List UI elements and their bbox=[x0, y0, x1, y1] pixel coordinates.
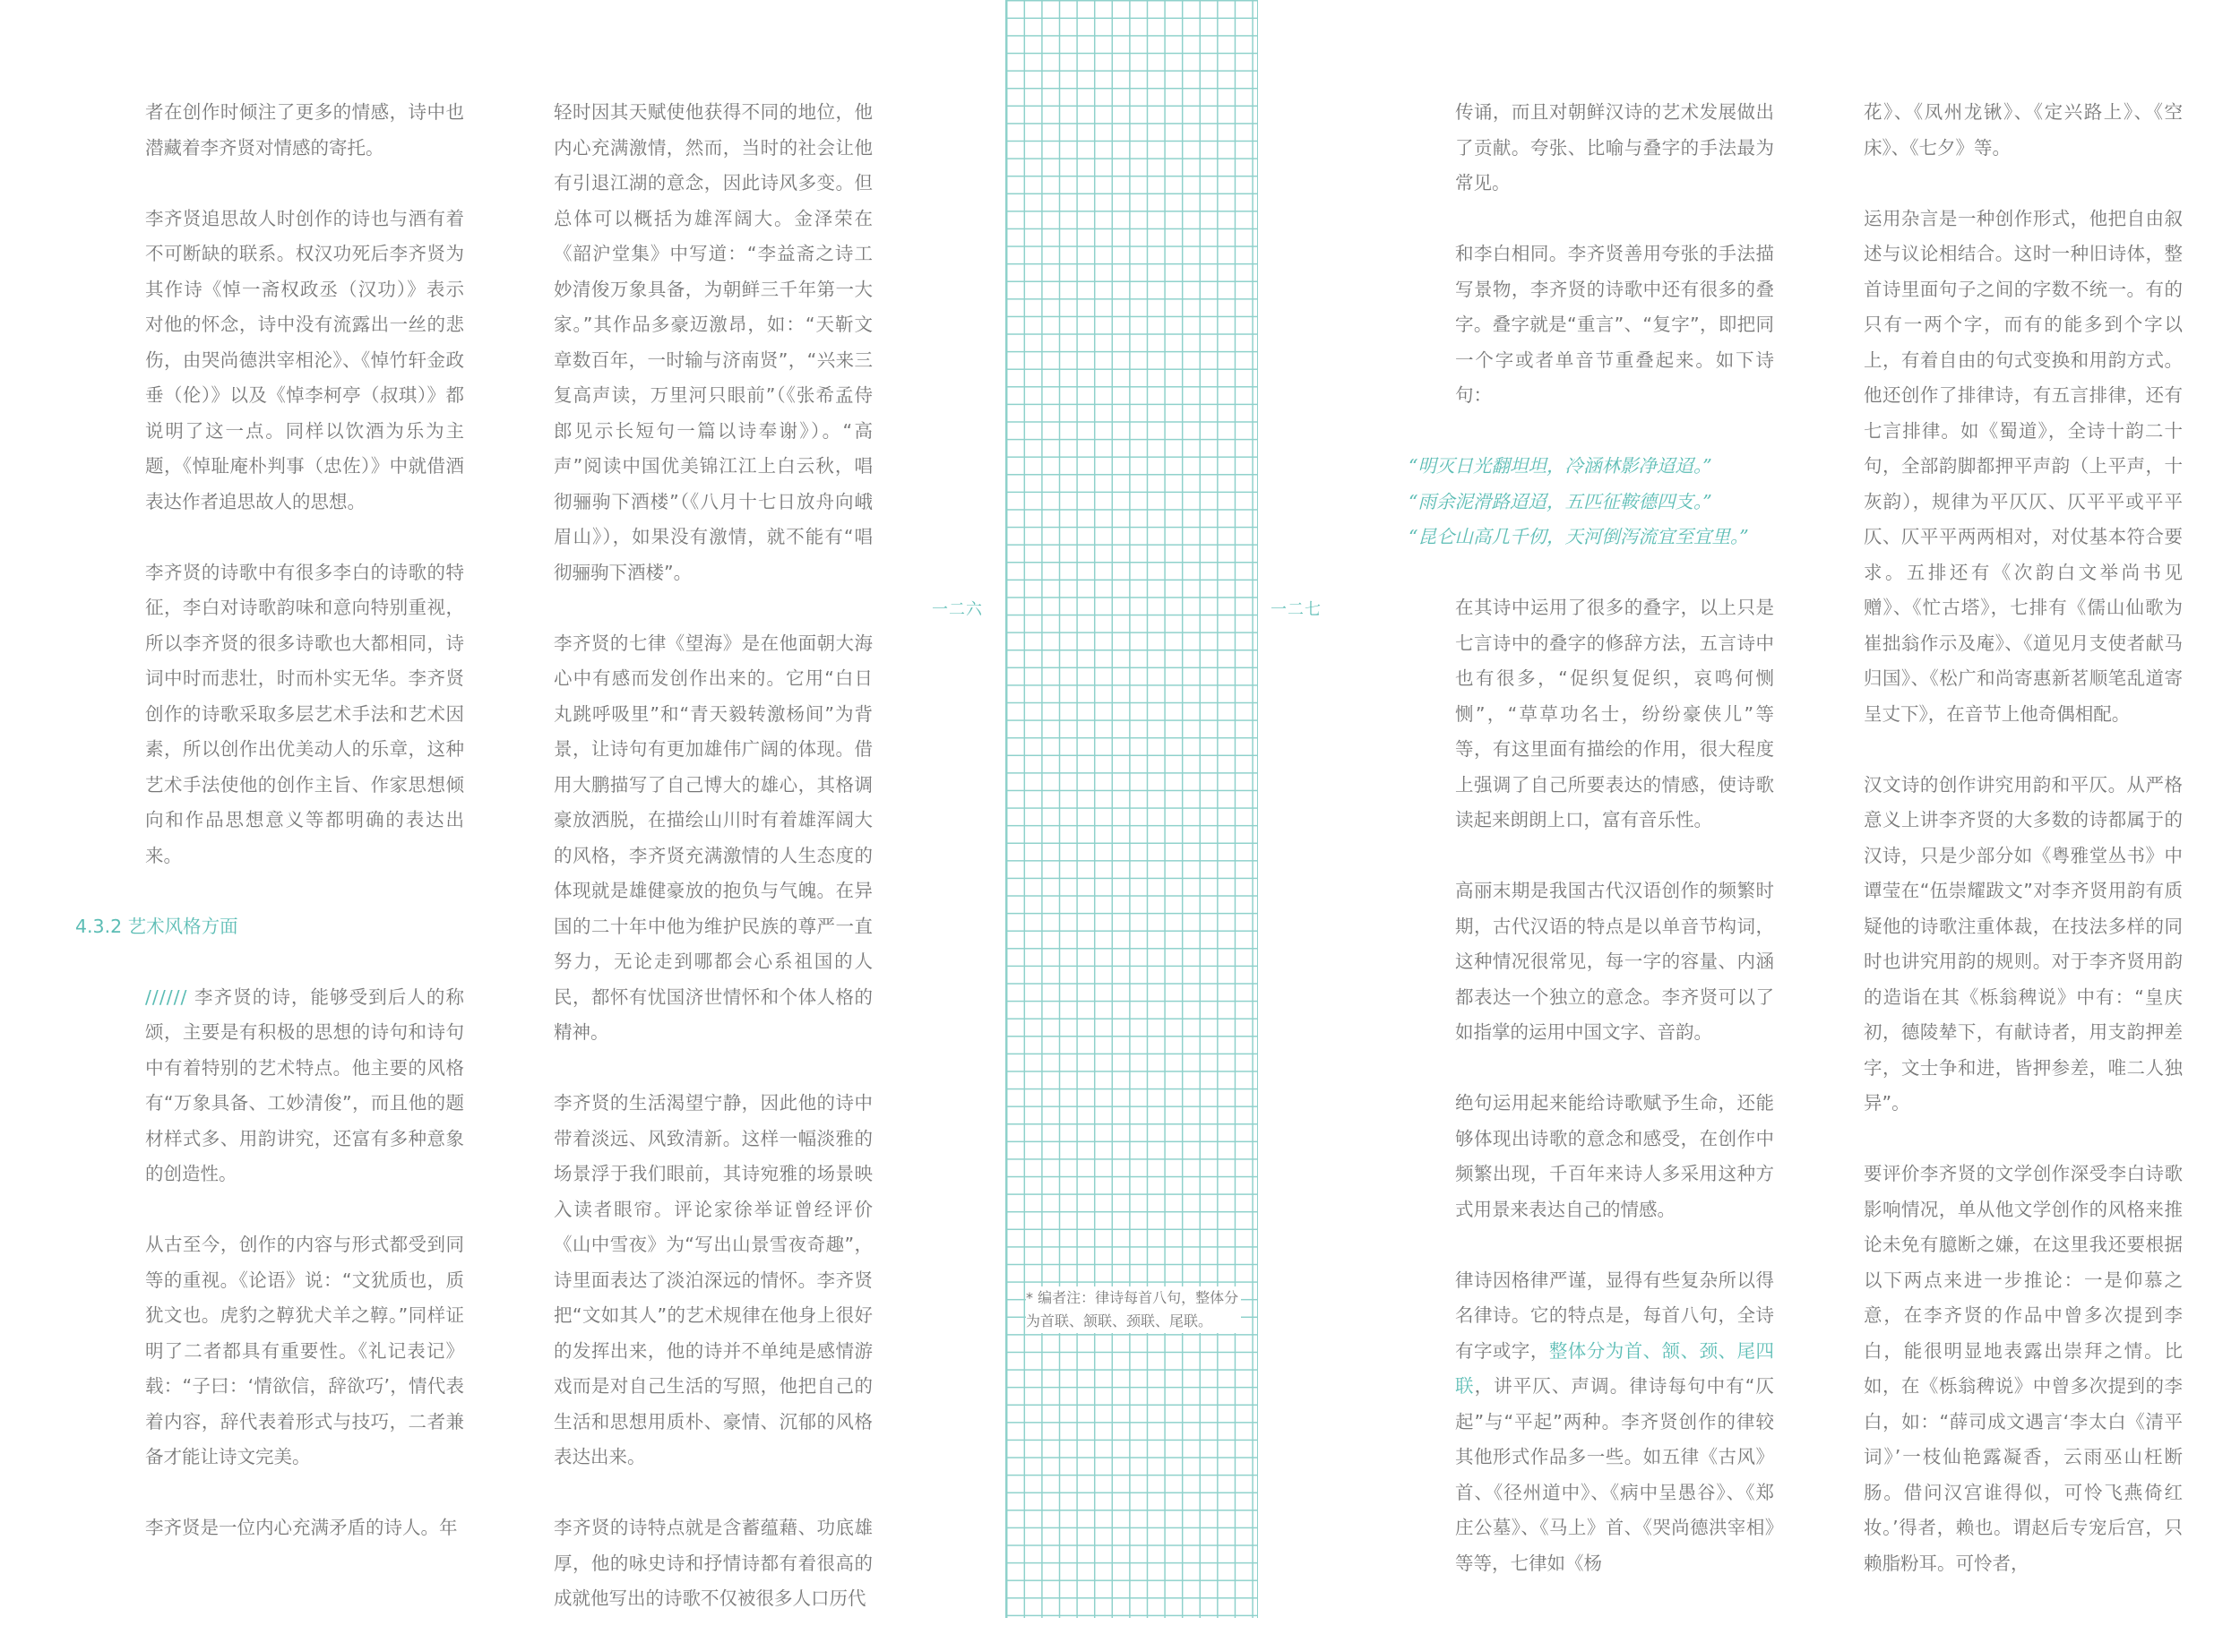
paragraph-text: 李齐贤的诗，能够受到后人的称颂，主要是有积极的思想的诗句和诗句中有着特别的艺术特点。他主要的风格有“万象具备、工妙清俊”，而且他的题材样式多、用韵讲究，还富有多种意象的创造性。 bbox=[145, 985, 464, 1184]
paragraph: 汉文诗的创作讲究用韵和平仄。从严格意义上讲李齐贤的大多数的诗都属于的汉诗，只是少部分如《粤雅堂丛书》中谭莹在“伍崇耀跋文”对李齐贤用韵有质疑他的诗歌注重体裁，在技法多样的同时也讲究用韵的规则。对于李齐贤用韵的造诣在其《栎翁稗说》中有：“皇庆初，德陵辇下，有献诗者，用支韵押差字，文士争和进，皆押参差，唯二人独异”。 bbox=[1864, 773, 2183, 1114]
poem-quotes bbox=[1409, 449, 1774, 555]
paragraph: 从古至今，创作的内容与形式都受到同等的重视。《论语》说：“文犹质也，质犹文也。虎豹之鞟犹犬羊之鞟。”同样证明了二者都具有重要性。《礼记表记》载：“子曰：‘情欲信，辞欲巧’，情代表着内容，辞代表着形式与技巧，二者兼备才能让诗文完美。 bbox=[145, 1234, 464, 1467]
section-heading: 4.3.2 艺术风格方面 bbox=[75, 915, 238, 937]
paragraph bbox=[145, 980, 464, 1192]
paragraph: 高丽末期是我国古代汉语创作的频繁时期，古代汉语的特点是以单音节构词，这种情况很常见，每一字的容量、内涵都表达一个独立的意念。李齐贤可以了如指掌的运用中国文字、音韵。 bbox=[1455, 880, 1774, 1043]
highlighted-text: 整体分为首、颔、颈、尾四联 bbox=[1455, 1339, 1774, 1397]
paragraph: 花》、《凤州龙锹》、《定兴路上》、《空床》、《七夕》等。 bbox=[1864, 101, 2183, 159]
right-page-column-2 bbox=[1864, 95, 2183, 1617]
paragraph: 者在创作时倾注了更多的情感，诗中也潜藏着李齐贤对情感的寄托。 bbox=[145, 101, 464, 159]
paragraph: 李齐贤的生活渴望宁静，因此他的诗中带着淡远、风致清新。这样一幅淡雅的场景浮于我们眼前，其诗宛雅的场景映入读者眼帘。评论家徐举证曾经评价《山中雪夜》为“写出山景雪夜奇趣”，诗里面表达了淡泊深远的情怀。李齐贤把“文如其人”的艺术规律在他身上很好的发挥出来，他的诗并不单纯是感情游戏而是对自己生活的写照，他把自己的生活和思想用质朴、豪情、沉郁的风格表达出来。 bbox=[554, 1092, 873, 1467]
paragraph: 轻时因其天赋使他获得不同的地位，他内心充满激情，然而，当时的社会让他有引退江湖的意念，因此诗风多变。但总体可以概括为雄浑阔大。金泽荣在《韶沪堂集》中写道：“李益斋之诗工妙清俊万象具备，为朝鲜三千年第一大家。”其作品多豪迈激昂，如：“天靳文章数百年，一时输与济南贤”，“兴来三复高声读，万里河只眼前”（《张希孟侍郎见示长短句一篇以诗奉谢》）。“高声”阅读中国优美锦江江上白云秋，唱彻骊驹下酒楼”（《八月十七日放舟向峨眉山》），如果没有激情，就不能有“唱彻骊驹下酒楼”。 bbox=[554, 101, 873, 583]
paragraph-text: 律诗因格律严谨，显得有些复杂所以得名律诗。它的特点是，每首八句，全诗有字或字， bbox=[1455, 1269, 1774, 1362]
paragraph: 运用杂言是一种创作形式，他把自由叙述与议论相结合。这时一种旧诗体，整首诗里面句子之间的字数不统一。有的只有一两个字，而有的能多到个字以上，有着自由的句式变换和用韵方式。他还创作了排律诗，有五言排律，还有七言排律。如《蜀道》，全诗十韵二十句，全部韵脚都押平声韵（上平声，十灰韵），规律为平仄仄、仄平平或平平仄、仄平平两两相对，对仗基本符合要求。五排还有《次韵白文举尚书见赠》、《忙古塔》，七排有《儒山仙歌为崔拙翁作示及庵》、《道见月支使者献马归国》、《松广和尚寄惠新茗顺笔乱道寄呈丈下》，在音节上他奇偶相配。 bbox=[1864, 207, 2183, 725]
paragraph: 绝句运用起来能给诗歌赋予生命，还能够体现出诗歌的意念和感受，在创作中频繁出现，千百年来诗人多采用这种方式用景来表达自己的情感。 bbox=[1455, 1092, 1774, 1220]
slash-decoration: ////// bbox=[145, 985, 188, 1008]
grid-paper-strip bbox=[1005, 0, 1258, 1618]
poem-quote-line: “明灭日光翻坦坦，冷涵林影净迢迢。” bbox=[1409, 455, 1712, 477]
paragraph: 传诵，而且对朝鲜汉诗的艺术发展做出了贡献。夸张、比喻与叠字的手法最为常见。 bbox=[1455, 101, 1774, 194]
paragraph: 在其诗中运用了很多的叠字，以上只是七言诗中的叠字的修辞方法，五言诗中也有很多，“促织复促织，哀鸣何恻恻”，“草草功名士，纷纷豪侠儿”等等，有这里面有描绘的作用，很大程度上强调了自己所要表达的情感，使诗歌读起来朗朗上口，富有音乐性。 bbox=[1455, 597, 1774, 830]
right-page-column-1 bbox=[1409, 95, 1775, 1617]
paragraph: 李齐贤的诗特点就是含蓄蕴藉、功底雄厚，他的咏史诗和抒情诗都有着很高的成就他写出的诗歌不仅被很多人口历代 bbox=[554, 1517, 873, 1609]
left-page-column-2 bbox=[554, 95, 873, 1652]
paragraph: 和李白相同。李齐贤善用夸张的手法描写景物，李齐贤的诗歌中还有很多的叠字。叠字就是“重言”、“复字”，即把同一个字或者单音节重叠起来。如下诗句： bbox=[1455, 243, 1774, 406]
left-page-column-1 bbox=[75, 95, 464, 1581]
paragraph bbox=[1455, 1263, 1774, 1582]
paragraph: 李齐贤是一位内心充满矛盾的诗人。年 bbox=[145, 1517, 458, 1538]
page-number-left: 一二六 bbox=[932, 600, 983, 619]
poem-quote-line: “昆仑山高几千仞，天河倒泻流宜至宜里。” bbox=[1409, 526, 1749, 547]
poem-quote-line: “雨余泥滑路迢迢，五匹征鞍德四支。” bbox=[1409, 490, 1712, 512]
paragraph: 要评价李齐贤的文学创作深受李白诗歌影响情况，单从他文学创作的风格来推论未免有臆断之嫌，在这里我还要根据以下两点来进一步推论：一是仰慕之意，在李齐贤的作品中曾多次提到李白，能很明显地表露出崇拜之情。比如，在《栎翁稗说》中曾多次提到的李白，如：“薛司成文遇言‘李太白《清平词》’一枝仙艳露凝香，云雨巫山枉断肠。借问汉宫谁得似，可怜飞燕倚红妆。’得者，赖也。谓赵后专宠后宫，只赖脂粉耳。可怜者， bbox=[1864, 1163, 2183, 1574]
paragraph: 李齐贤追思故人时创作的诗也与酒有着不可断缺的联系。权汉功死后李齐贤为其作诗《悼一斋权政丞（汉功）》表示对他的怀念，诗中没有流露出一丝的悲伤，由哭尚德洪宰相沦》、《悼竹轩金政垂（伦）》以及《悼李柯亭（叔琪）》都说明了这一点。同样以饮酒为乐为主题，《悼耻庵朴判事（忠佐）》中就借酒表达作者追思故人的思想。 bbox=[145, 207, 464, 512]
paragraph: 李齐贤的七律《望海》是在他面朝大海心中有感而发创作出来的。它用“白日丸跳呼吸里”和“青天毅转激杨间”为背景，让诗句有更加雄伟广阔的体现。借用大鹏描写了自己博大的雄心，其格调豪放洒脱，在描绘山川时有着雄浑阔大的风格，李齐贤充满激情的人生态度的体现就是雄健豪放的抱负与气魄。在异国的二十年中他为维护民族的尊严一直努力，无论走到哪都会心系祖国的人民，都怀有忧国济世情怀和个体人格的精神。 bbox=[554, 632, 873, 1043]
paragraph-text: ，讲平仄、声调。律诗每句中有“仄起”与“平起”两种。李齐贤创作的律较其他形式作品多一些。如五律《古风》首、《径州道中》、《病中呈愚谷》、《郑庄公墓》、《马上》首、《哭尚德洪宰相》等等，七律如《杨 bbox=[1455, 1375, 1775, 1574]
page-number-right: 一二七 bbox=[1271, 600, 1322, 619]
editor-note: * 编者注：律诗每首八句，整体分为首联、颔联、颈联、尾联。 bbox=[1026, 1286, 1241, 1333]
paragraph: 李齐贤的诗歌中有很多李白的诗歌的特征，李白对诗歌韵味和意向特别重视，所以李齐贤的很多诗歌也大都相同，诗词中时而悲壮，时而朴实无华。李齐贤创作的诗歌采取多层艺术手法和艺术因素，所以创作出优美动人的乐章，这种艺术手法使他的创作主旨、作家思想倾向和作品思想意义等都明确的表达出来。 bbox=[145, 561, 464, 866]
